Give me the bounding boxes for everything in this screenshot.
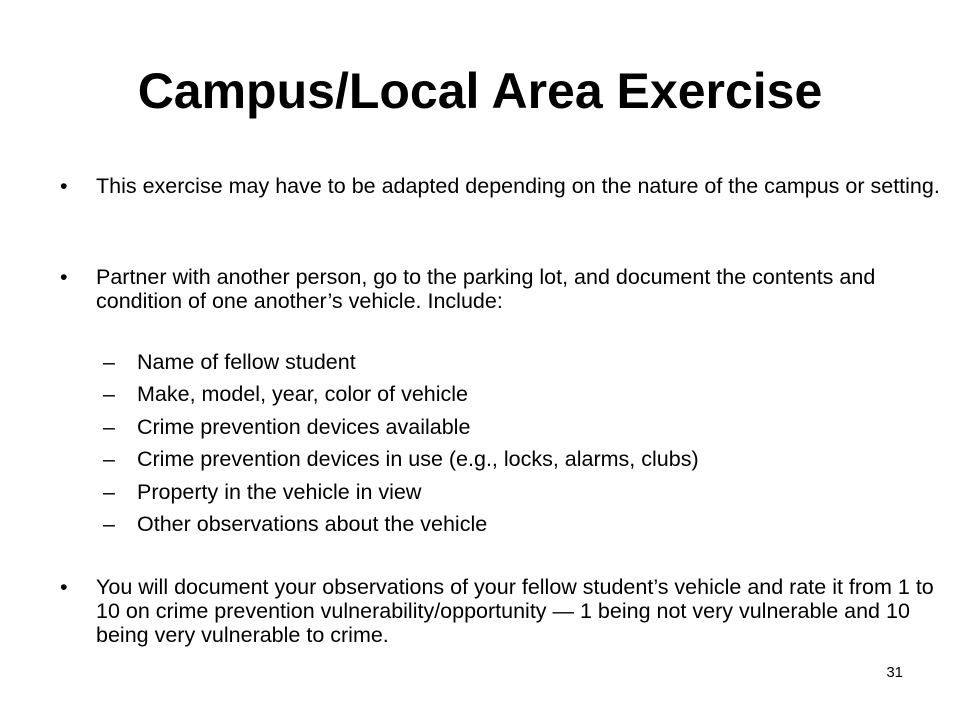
bullet-text: Partner with another person, go to the parking lot, and document the contents and condition of one another’s vehicle. Include: <box>96 265 876 313</box>
dash-marker: – <box>103 350 115 374</box>
sub-item-text: Make, model, year, color of vehicle <box>137 382 469 406</box>
sub-item-text: Other observations about the vehicle <box>137 512 488 536</box>
dash-marker: – <box>103 480 115 504</box>
slide-title: Campus/Local Area Exercise <box>137 63 823 119</box>
sub-item-text: Name of fellow student <box>137 350 356 374</box>
bullet-item-document <box>60 575 940 651</box>
bullet-marker: • <box>60 265 68 289</box>
dash-marker: – <box>103 512 115 536</box>
bullet-item-adapt <box>60 174 940 226</box>
sub-item-name <box>103 350 903 378</box>
sub-item-devices-available <box>103 415 903 443</box>
bullet-marker: • <box>60 174 68 198</box>
sub-item-make-model <box>103 382 903 410</box>
sub-item-text: Crime prevention devices available <box>137 415 471 439</box>
bullet-marker: • <box>60 575 68 599</box>
sub-item-other <box>103 512 903 540</box>
bullet-text: You will document your observations of your fellow student’s vehicle and rate it from 1 to 10 on crime prevention vulnerability/opportunity — 1 being not very vulnerable and 10 being very vulnerable to crime. <box>96 575 934 647</box>
bullet-item-partner <box>60 265 940 317</box>
sub-item-text: Crime prevention devices in use (e.g., locks, alarms, clubs) <box>137 447 699 471</box>
sub-item-devices-in-use <box>103 447 903 475</box>
sub-item-property <box>103 480 903 508</box>
dash-marker: – <box>103 382 115 406</box>
sub-item-text: Property in the vehicle in view <box>137 480 422 504</box>
page-number: 31 <box>886 664 903 681</box>
dash-marker: – <box>103 447 115 471</box>
dash-marker: – <box>103 415 115 439</box>
bullet-text: This exercise may have to be adapted depending on the nature of the campus or setting. <box>96 174 940 198</box>
